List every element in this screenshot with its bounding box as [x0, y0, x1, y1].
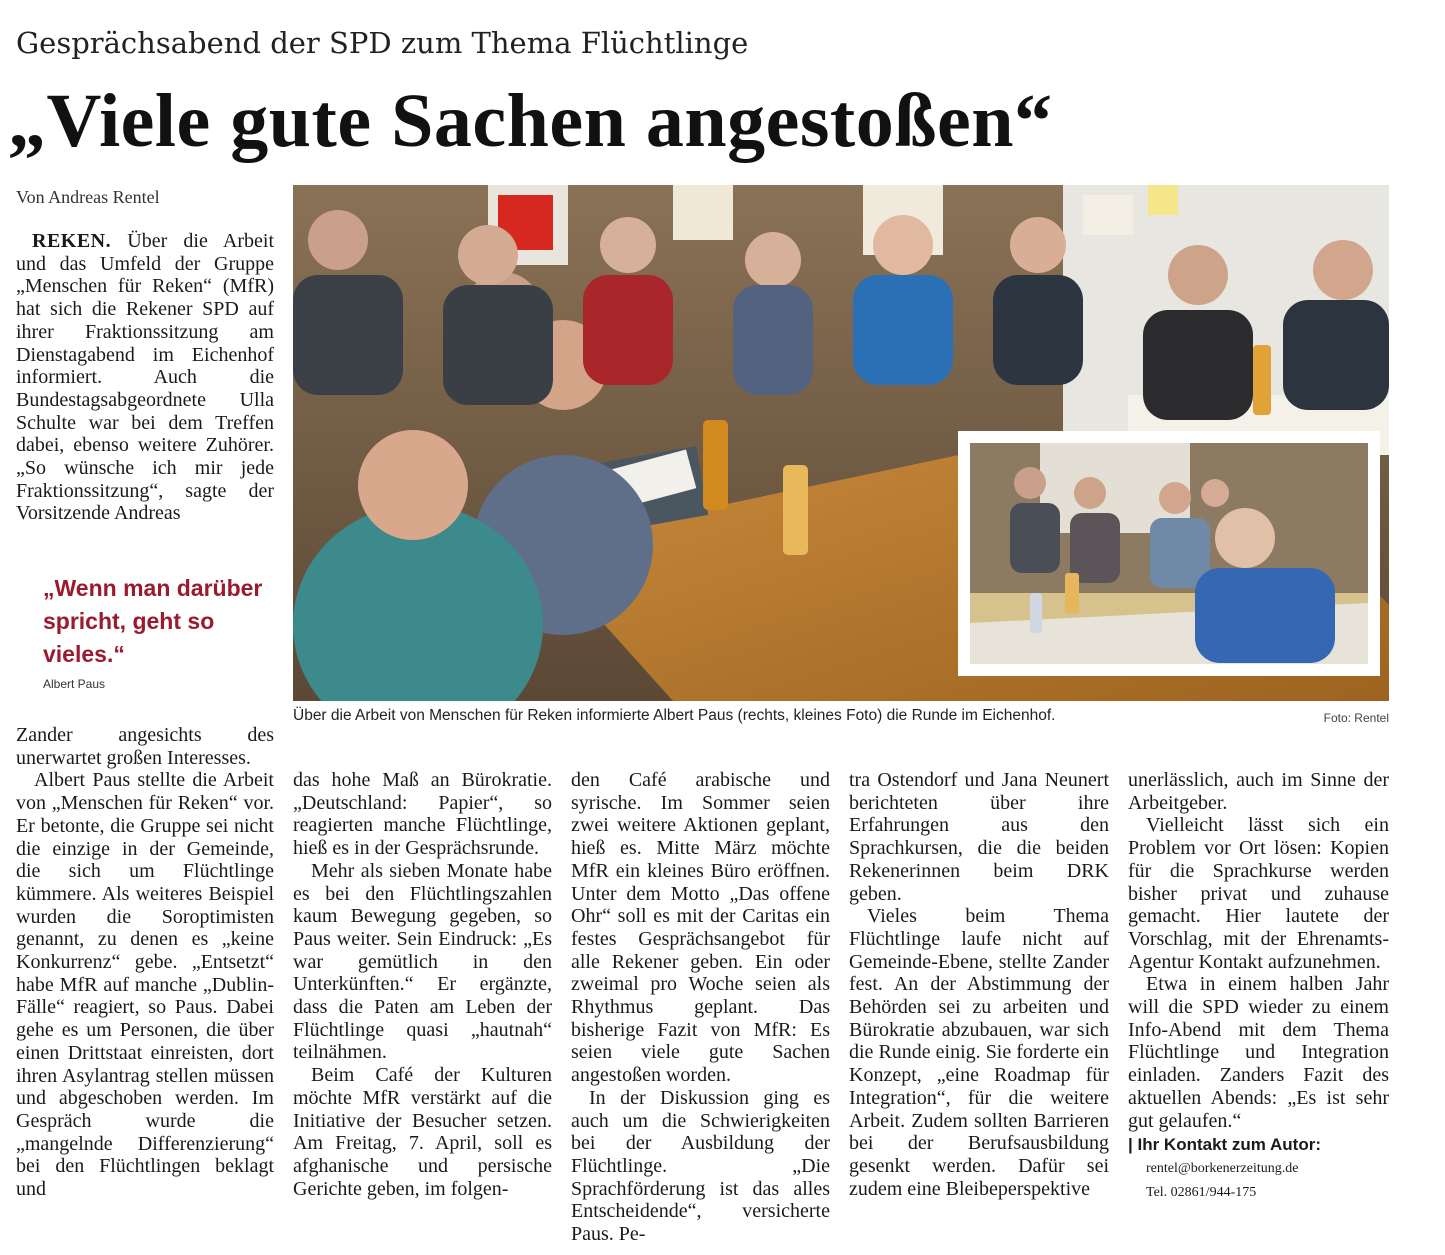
paragraph-intro: [16, 230, 274, 525]
paragraph: Mehr als sieben Monate habe es bei den Flüchtlingszahlen kaum Bewegung gegeben, so Paus weiter. Sein Eindruck: „Es war gemütlich in den Unterkünften.“ Er ergänzte, dass die Paten am Leben der Flüchtlinge quasi „hautnah“ teilnähmen.: [293, 859, 552, 1064]
paragraph: Vieles beim Thema Flüchtlinge laufe nicht auf Gemeinde-Ebene, stellte Zander fest. An der Abstimmung der Behörden sei zu arbeiten und Bürokratie abzubauen, war sich die Runde einig. Sie forderte ein Konzept, „eine Roadmap für Integration“, für die weitere Arbeit. Zudem sollten Barrieren bei der Berufsausbildung gesenkt werden. Dafür sei zudem eine Bleibeperspektive: [849, 905, 1109, 1200]
article-byline: Von Andreas Rentel: [16, 187, 160, 207]
column-1-top: [16, 230, 274, 525]
paragraph: tra Ostendorf und Jana Neunert berichteten über ihre Erfahrungen aus den Sprachkursen, die die beiden Rekenerinnen beim DRK geben.: [849, 769, 1109, 905]
column-4: [849, 769, 1109, 1200]
column-2: [293, 769, 552, 1200]
column-5: [1128, 769, 1389, 1205]
pull-quote-author: Albert Paus: [43, 677, 106, 691]
author-contact-label: | Ihr Kontakt zum Autor:: [1128, 1135, 1322, 1155]
column-3: [571, 769, 830, 1246]
paragraph: das hohe Maß an Bürokratie. „Deutschland: Papier“, so reagierten manche Flüchtlinge, hieß es in der Gesprächsrunde.: [293, 769, 552, 860]
paragraph: In der Diskussion ging es auch um die Schwierigkeiten bei der Ausbildung der Flüchtlinge. „Die Sprachförderung ist das alles Entscheidende“, versicherte Paus. Pe-: [571, 1086, 830, 1246]
intro-text: Über die Arbeit und das Umfeld der Gruppe „Menschen für Reken“ (MfR) hat sich die Rekener SPD auf ihrer Fraktionssitzung am Dienstagabend im Eichenhof informiert. Auch die Bundestagsabgeordnete Ulla Schulte war bei dem Treffen dabei, ebenso weitere Zuhörer. „So wünsche ich mir jede Fraktionssitzung“, sagte der Vorsitzende Andreas: [16, 230, 274, 525]
paragraph: Vielleicht lässt sich ein Problem vor Ort lösen: Kopien für die Sprachkurse werden bisher privat und zuhause gemacht. Hier lautete der Vorschlag, mit der Ehrenamts-Agentur Kontakt aufzunehmen.: [1128, 814, 1389, 973]
paragraph: Albert Paus stellte die Arbeit von „Menschen für Reken“ vor. Er betonte, die Gruppe sei nicht die einzige in der Gemeinde, die sich um Flüchtlinge kümmere. Als weiteres Beispiel wurden die Soroptimisten genannt, zu denen es „keine Konkurrenz“ gebe. „Entsetzt“ habe MfR auf manche „Dublin-Fälle“ reagiert, so Paus. Dabei gehe es um Personen, die über einen Drittstaat einreisten, dort ihren Asylantrag stellen müssen und abgeschoben werden. Im Gespräch wurde die „mangelnde Differenzierung“ bei den Flüchtlingen beklagt und: [16, 769, 274, 1201]
author-phone: Tel. 02861/944-175: [1146, 1184, 1257, 1200]
paragraph: unerlässlich, auch im Sinne der Arbeitgeber.: [1128, 769, 1389, 814]
paragraph: Beim Café der Kulturen möchte MfR verstärkt auf die Initiative der Besucher setzen. Am Freitag, 7. April, soll es afghanische und persische Gerichte geben, im folgen-: [293, 1064, 552, 1200]
paragraph: Etwa in einem halben Jahr will die SPD wieder zu einem Info-Abend mit dem Thema Flüchtlinge und Integration einladen. Zanders Fazit des aktuellen Abends: „Es ist sehr gut gelaufen.“: [1128, 973, 1389, 1132]
paragraph: den Café arabische und syrische. Im Sommer seien zwei weitere Aktionen geplant, hieß es. Mitte März möchte MfR ein kleines Büro eröffnen. Unter dem Motto „Das offene Ohr“ soll es mit der Caritas ein festes Gesprächsangebot für alle Rekener geben. Ein oder zweimal pro Woche seien als Rhythmus geplant. Das bisherige Fazit von MfR: Es seien viele gute Sachen angestoßen worden.: [571, 769, 830, 1087]
article-kicker: Gesprächsabend der SPD zum Thema Flüchtlinge: [16, 26, 749, 60]
dateline: REKEN.: [32, 230, 112, 252]
photo-caption: Über die Arbeit von Menschen für Reken informierte Albert Paus (rechts, kleines Foto) die Runde im Eichenhof.: [293, 707, 1056, 724]
photo-credit: Foto: Rentel: [1323, 711, 1389, 725]
article-headline: „Viele gute Sachen angestoßen“: [8, 79, 1053, 163]
pull-quote: „Wenn man darüber spricht, geht so vieles.“: [43, 575, 263, 667]
paragraph: Zander angesichts des unerwartet großen Interesses.: [16, 724, 274, 769]
author-email[interactable]: rentel@borkenerzeitung.de: [1146, 1160, 1299, 1176]
column-1-bottom: [16, 724, 274, 1201]
inset-photo: [958, 431, 1380, 676]
